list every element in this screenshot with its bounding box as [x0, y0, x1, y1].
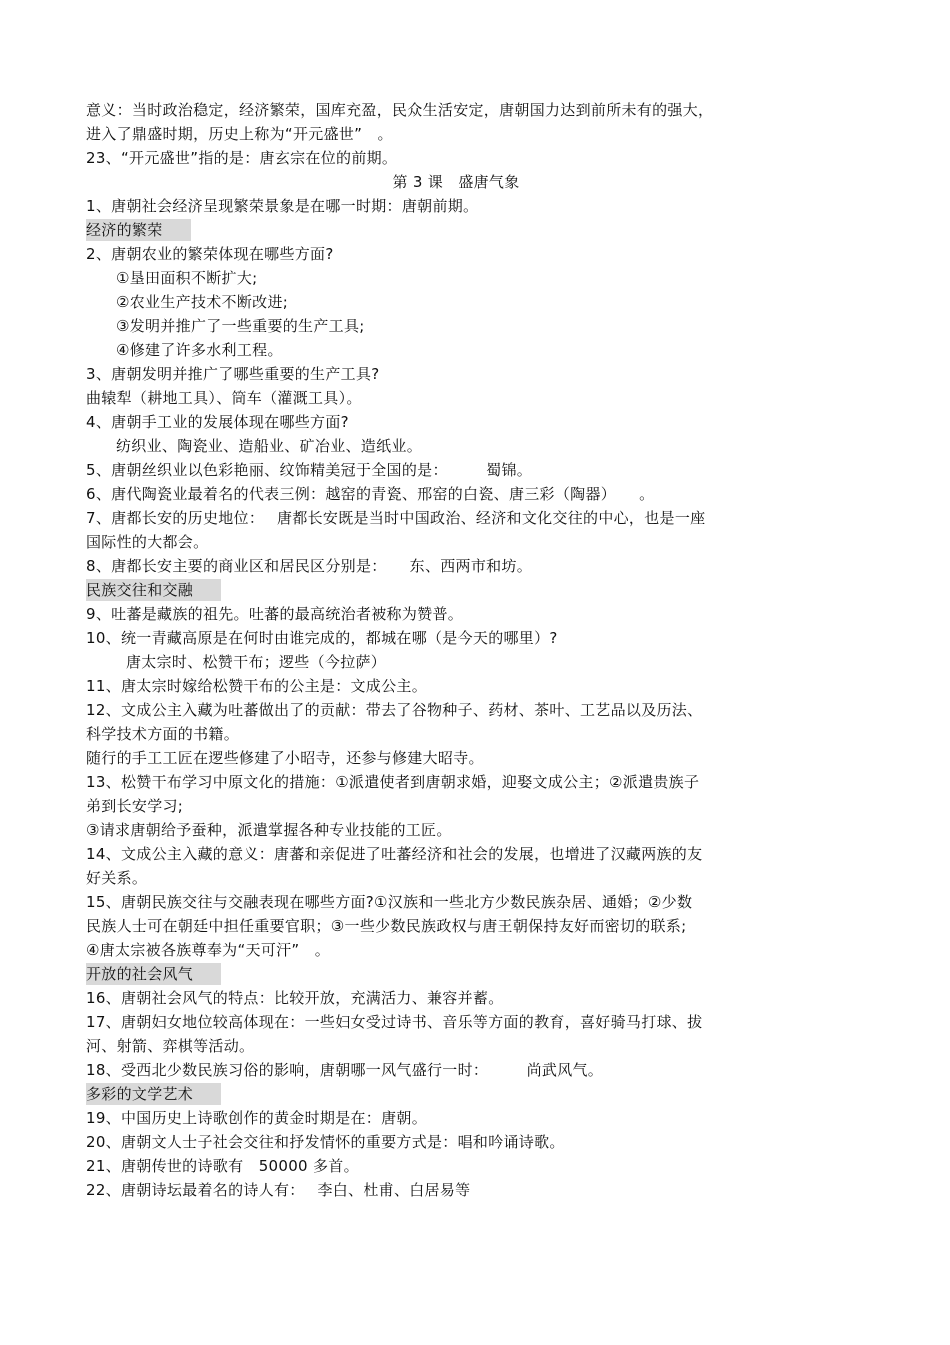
- line-text: 15、唐朝民族交往与交融表现在哪些方面?①汉族和一些北方少数民族杂居、通婚；②少数: [86, 893, 693, 911]
- text-line: [86, 1010, 826, 1034]
- text-line: [86, 266, 826, 290]
- line-text: 纺织业、陶瓷业、造船业、矿冶业、造纸业。: [116, 437, 423, 455]
- text-line: [86, 386, 826, 410]
- text-line: [86, 1178, 826, 1202]
- text-line: [86, 698, 826, 722]
- text-line: [86, 986, 826, 1010]
- text-line: [86, 482, 826, 506]
- text-line: [86, 1130, 826, 1154]
- line-text: ④修建了许多水利工程。: [116, 341, 283, 359]
- text-line: [86, 194, 826, 218]
- line-text: 2、唐朝农业的繁荣体现在哪些方面?: [86, 245, 334, 263]
- line-text: 河、射箭、弈棋等活动。: [86, 1037, 255, 1055]
- line-text: 21、唐朝传世的诗歌有 50000 多首。: [86, 1157, 359, 1175]
- line-text: 国际性的大都会。: [86, 533, 209, 551]
- line-text: 7、唐都长安的历史地位： 唐都长安既是当时中国政治、经济和文化交往的中心，也是一座: [86, 509, 706, 527]
- line-text: 曲辕犁（耕地工具）、筒车（灌溉工具）。: [86, 389, 362, 407]
- line-text: 进入了鼎盛时期，历史上称为“开元盛世” 。: [86, 125, 393, 143]
- text-line: [86, 314, 826, 338]
- line-text: 9、吐蕃是藏族的祖先。吐蕃的最高统治者被称为赞普。: [86, 605, 464, 623]
- line-text: 民族人士可在朝廷中担任重要官职；③一些少数民族政权与唐王朝保持友好而密切的联系;: [86, 917, 687, 935]
- text-line: [86, 626, 826, 650]
- line-text: 11、唐太宗时嫁给松赞干布的公主是：文成公主。: [86, 677, 427, 695]
- line-text: 意义：当时政治稳定，经济繁荣，国库充盈，民众生活安定，唐朝国力达到前所未有的强大，: [86, 101, 714, 119]
- text-line: [86, 650, 826, 674]
- line-text: 第 3 课 盛唐气象: [392, 173, 520, 191]
- line-text: ③请求唐朝给予蚕种，派遣掌握各种专业技能的工匠。: [86, 821, 452, 839]
- text-line: [86, 1034, 826, 1058]
- line-text: 14、文成公主入藏的意义：唐蕃和亲促进了吐蕃经济和社会的发展，也增进了汉藏两族的友: [86, 845, 703, 863]
- line-text: 科学技术方面的书籍。: [86, 725, 240, 743]
- text-line: [86, 890, 826, 914]
- text-line: [86, 1106, 826, 1130]
- text-line: [86, 410, 826, 434]
- text-line: [86, 98, 826, 122]
- line-text: 1、唐朝社会经济呈现繁荣景象是在哪一时期：唐朝前期。: [86, 197, 479, 215]
- text-line: [86, 842, 826, 866]
- line-text: 6、唐代陶瓷业最着名的代表三例：越窑的青瓷、邢窑的白瓷、唐三彩（陶器） 。: [86, 485, 655, 503]
- document-body: [86, 98, 826, 1202]
- section-heading: 多彩的文学艺术: [86, 1083, 221, 1105]
- line-text: 23、“开元盛世”指的是：唐玄宗在位的前期。: [86, 149, 398, 167]
- line-text: 弟到长安学习;: [86, 797, 184, 815]
- line-text: 8、唐都长安主要的商业区和居民区分别是： 东、西两市和坊。: [86, 557, 533, 575]
- text-line: [86, 866, 826, 890]
- text-line: [86, 554, 826, 578]
- lesson-title: [86, 170, 826, 194]
- text-line: [86, 818, 826, 842]
- text-line: [86, 602, 826, 626]
- text-line: [86, 1154, 826, 1178]
- line-text: ④唐太宗被各族尊奉为“天可汗” 。: [86, 941, 331, 959]
- line-text: 13、松赞干布学习中原文化的措施：①派遣使者到唐朝求婚，迎娶文成公主；②派遣贵族子: [86, 773, 700, 791]
- line-text: 10、统一青藏高原是在何时由谁完成的，都城在哪（是今天的哪里）?: [86, 629, 558, 647]
- line-text: 18、受西北少数民族习俗的影响，唐朝哪一风气盛行一时： 尚武风气。: [86, 1061, 604, 1079]
- line-text: 12、文成公主入藏为吐蕃做出了的贡献：带去了谷物种子、药材、茶叶、工艺品以及历法、: [86, 701, 703, 719]
- line-text: 20、唐朝文人士子社会交往和抒发情怀的重要方式是：唱和吟诵诗歌。: [86, 1133, 565, 1151]
- line-text: 22、唐朝诗坛最着名的诗人有： 李白、杜甫、白居易等: [86, 1181, 471, 1199]
- text-line: [86, 290, 826, 314]
- line-text: 17、唐朝妇女地位较高体现在：一些妇女受过诗书、音乐等方面的教育，喜好骑马打球、拔: [86, 1013, 703, 1031]
- text-line: [86, 770, 826, 794]
- text-line: [86, 1058, 826, 1082]
- line-text: 19、中国历史上诗歌创作的黄金时期是在：唐朝。: [86, 1109, 427, 1127]
- text-line: [86, 242, 826, 266]
- text-line: [86, 674, 826, 698]
- text-line: [86, 506, 826, 530]
- section-heading: 民族交往和交融: [86, 579, 221, 601]
- line-text: 16、唐朝社会风气的特点：比较开放，充满活力、兼容并蓄。: [86, 989, 504, 1007]
- text-line: [86, 914, 826, 938]
- text-line: [86, 530, 826, 554]
- text-line: [86, 938, 826, 962]
- text-line: [86, 794, 826, 818]
- line-text: 3、唐朝发明并推广了哪些重要的生产工具?: [86, 365, 380, 383]
- text-line: [86, 722, 826, 746]
- text-line: [86, 746, 826, 770]
- text-line: [86, 362, 826, 386]
- line-text: ②农业生产技术不断改进;: [116, 293, 289, 311]
- section-heading-row: [86, 578, 826, 602]
- section-heading-row: [86, 962, 826, 986]
- line-text: 好关系。: [86, 869, 148, 887]
- section-heading-row: [86, 218, 826, 242]
- line-text: ①垦田面积不断扩大;: [116, 269, 258, 287]
- line-text: 随行的手工工匠在逻些修建了小昭寺，还参与修建大昭寺。: [86, 749, 484, 767]
- line-text: ③发明并推广了一些重要的生产工具;: [116, 317, 365, 335]
- text-line: [86, 146, 826, 170]
- line-text: 4、唐朝手工业的发展体现在哪些方面?: [86, 413, 349, 431]
- text-line: [86, 434, 826, 458]
- section-heading: 开放的社会风气: [86, 963, 221, 985]
- text-line: [86, 458, 826, 482]
- text-line: [86, 122, 826, 146]
- line-text: 唐太宗时、松赞干布；逻些（今拉萨）: [126, 653, 387, 671]
- line-text: 5、唐朝丝织业以色彩艳丽、纹饰精美冠于全国的是： 蜀锦。: [86, 461, 533, 479]
- section-heading: 经济的繁荣: [86, 219, 191, 241]
- section-heading-row: [86, 1082, 826, 1106]
- text-line: [86, 338, 826, 362]
